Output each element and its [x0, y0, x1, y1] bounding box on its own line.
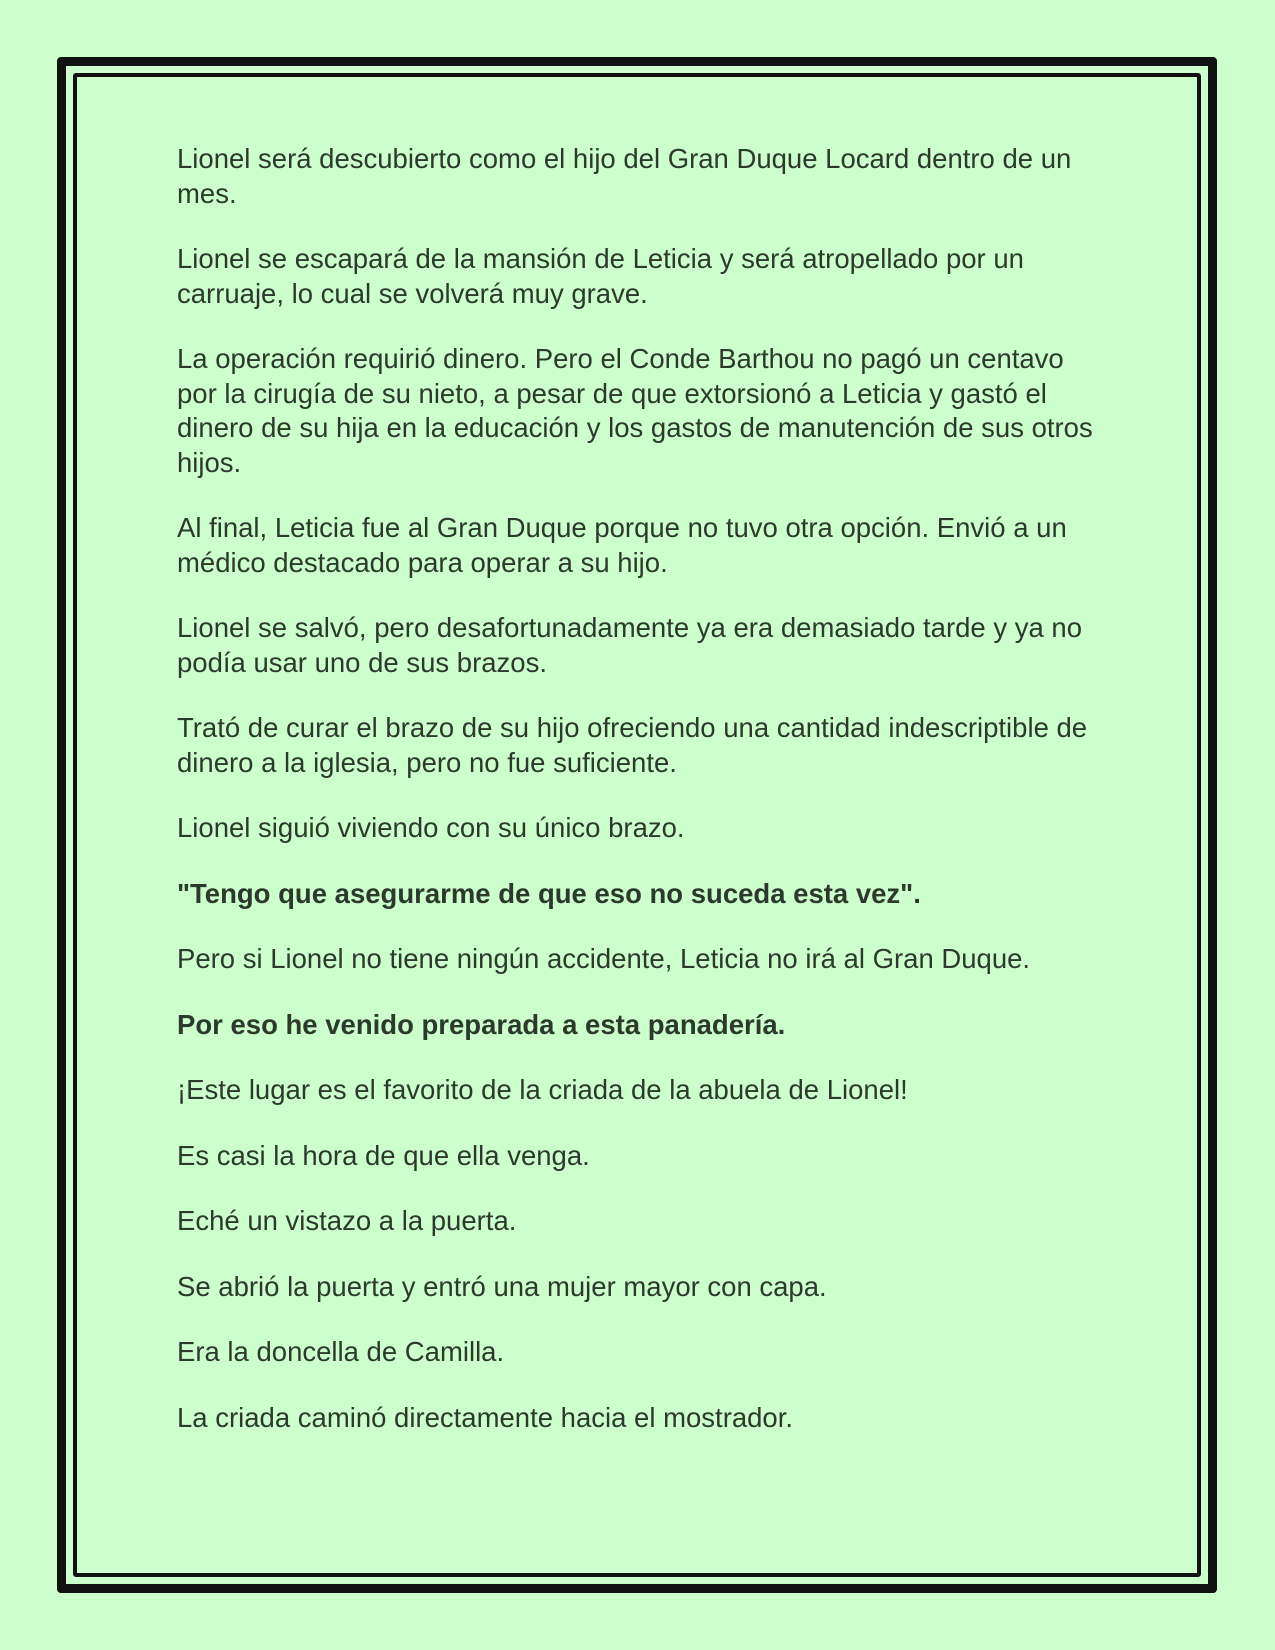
paragraph: La operación requirió dinero. Pero el Conde Barthou no pagó un centavo por la cirugía de su nieto, a pesar de que extorsionó a Leticia y gastó el dinero de su hija en la educación y los gastos de manutención de sus otros hijos. — [177, 343, 1093, 478]
paragraph: ¡Este lugar es el favorito de la criada de la abuela de Lionel! — [177, 1074, 908, 1105]
paragraph: Eché un vistazo a la puerta. — [177, 1205, 517, 1236]
paragraph: La criada caminó directamente hacia el mostrador. — [177, 1401, 794, 1433]
paragraph: Al final, Leticia fue al Gran Duque porque no tuvo otra opción. Envió a un médico destacado para operar a su hijo. — [177, 512, 1067, 578]
paragraph: Lionel será descubierto como el hijo del Gran Duque Locard dentro de un mes. — [177, 143, 1072, 209]
paragraph: Lionel se escapará de la mansión de Leticia y será atropellado por un carruaje, lo cual se volverá muy grave. — [177, 243, 1024, 309]
paragraph: Lionel se salvó, pero desafortunadamente ya era demasiado tarde y ya no podía usar uno de sus brazos. — [177, 612, 1083, 678]
paragraph: Era la doncella de Camilla. — [177, 1336, 505, 1367]
paragraph-emphasis: "Tengo que asegurarme de que eso no suceda esta vez". — [177, 877, 921, 909]
paragraph-emphasis: Por eso he venido preparada a esta panadería. — [177, 1008, 786, 1040]
paragraph: Se abrió la puerta y entró una mujer mayor con capa. — [177, 1270, 827, 1302]
paragraph: Trató de curar el brazo de su hijo ofreciendo una cantidad indescriptible de dinero a la iglesia, pero no fue suficiente. — [177, 712, 1088, 778]
paragraph: Es casi la hora de que ella venga. — [177, 1139, 590, 1171]
paragraph: Lionel siguió viviendo con su único brazo. — [177, 812, 685, 843]
paragraph: Pero si Lionel no tiene ningún accidente, Leticia no irá al Gran Duque. — [177, 943, 1031, 974]
story-text — [177, 142, 1107, 1466]
